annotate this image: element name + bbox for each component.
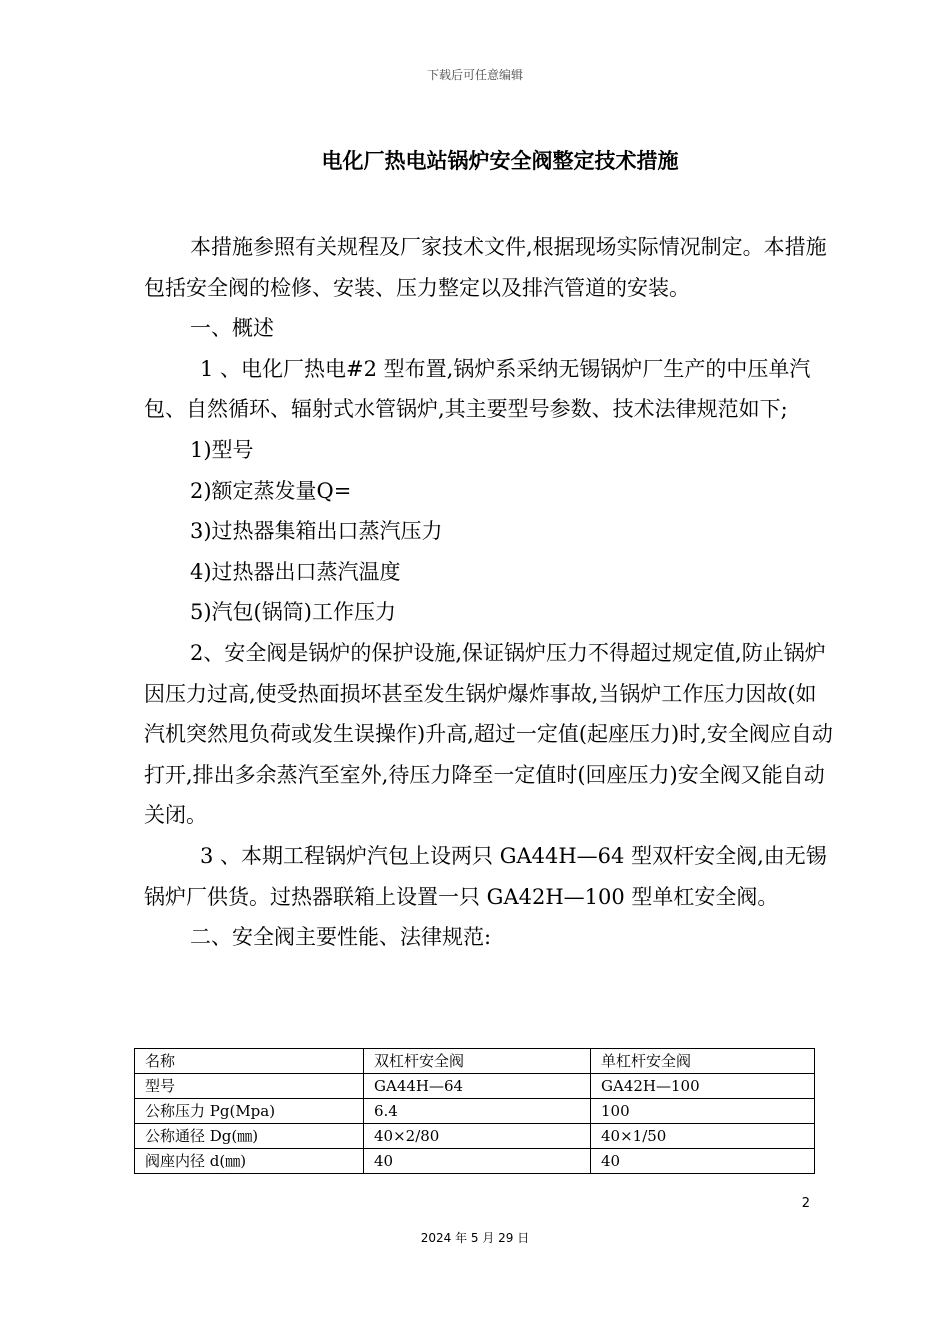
param-item-drum-pressure: 5)汽包(锅筒)工作压力 [190, 600, 396, 625]
table-row [135, 1124, 815, 1149]
table-cell: 公称压力 Pg(Mpa) [135, 1099, 364, 1124]
table-row [135, 1149, 815, 1174]
table-cell: 40×2/80 [364, 1124, 591, 1149]
overview-item-1: 1 、电化厂热电#2 型布置,锅炉系采纳无锡锅炉厂生产的中压单汽包、自然循环、辐射式水管锅炉,其主要型号参数、技术法律规范如下; [144, 356, 811, 422]
param-item-rated-evaporation: 2)额定蒸发量Q= [190, 478, 352, 503]
table-cell: 6.4 [364, 1099, 591, 1124]
table-cell: 型号 [135, 1074, 364, 1099]
document-title: 电化厂热电站锅炉安全阀整定技术措施 [321, 149, 679, 173]
intro-paragraph: 本措施参照有关规程及厂家技术文件,根据现场实际情况制定。本措施包括安全阀的检修、安装、压力整定以及排汽管道的安装。 [144, 235, 827, 300]
section-1-heading: 一、概述 [190, 316, 274, 341]
table-row [135, 1099, 815, 1124]
param-item-superheater-pressure: 3)过热器集箱出口蒸汽压力 [190, 519, 443, 544]
document-body [144, 227, 834, 958]
table-cell: 公称通径 Dg(㎜) [135, 1124, 364, 1149]
param-item-superheater-temperature: 4)过热器出口蒸汽温度 [190, 559, 401, 584]
section-2-heading: 二、安全阀主要性能、法律规范: [190, 925, 492, 950]
header-note: 下载后可任意编辑 [426, 68, 523, 82]
table-cell: 40 [591, 1149, 815, 1174]
page-number: 2 [801, 1196, 810, 1211]
overview-item-2: 2、安全阀是锅炉的保护设施,保证锅炉压力不得超过规定值,防止锅炉因压力过高,使受热面损坏甚至发生锅炉爆炸事故,当锅炉工作压力因故(如汽机突然甩负荷或发生误操作)升高,超过一定值(起座压力)时,安全阀应自动打开,排出多余蒸汽至室外,待压力降至一定值时(回座压力)安全阀又能自动关闭。 [144, 640, 833, 828]
table-cell: 40×1/50 [591, 1124, 815, 1149]
table-cell: 40 [364, 1149, 591, 1174]
table-header-row [135, 1049, 815, 1074]
overview-item-3: 3 、本期工程锅炉汽包上设两只 GA44H—64 型双杆安全阀,由无锡锅炉厂供货。过热器联箱上设置一只 GA42H—100 型单杠安全阀。 [144, 843, 827, 909]
footer-date: 2024 年 5 月 29 日 [420, 1231, 530, 1245]
table-row [135, 1074, 815, 1099]
table-cell: 双杠杆安全阀 [364, 1049, 591, 1074]
table-cell: 单杠杆安全阀 [591, 1049, 815, 1074]
table-cell: GA42H—100 [591, 1074, 815, 1099]
param-item-model: 1)型号 [190, 437, 254, 462]
table-cell: 阀座内径 d(㎜) [135, 1149, 364, 1174]
safety-valve-spec-table [134, 1048, 815, 1174]
table-cell: GA44H—64 [364, 1074, 591, 1099]
table-cell: 名称 [135, 1049, 364, 1074]
table-cell: 100 [591, 1099, 815, 1124]
